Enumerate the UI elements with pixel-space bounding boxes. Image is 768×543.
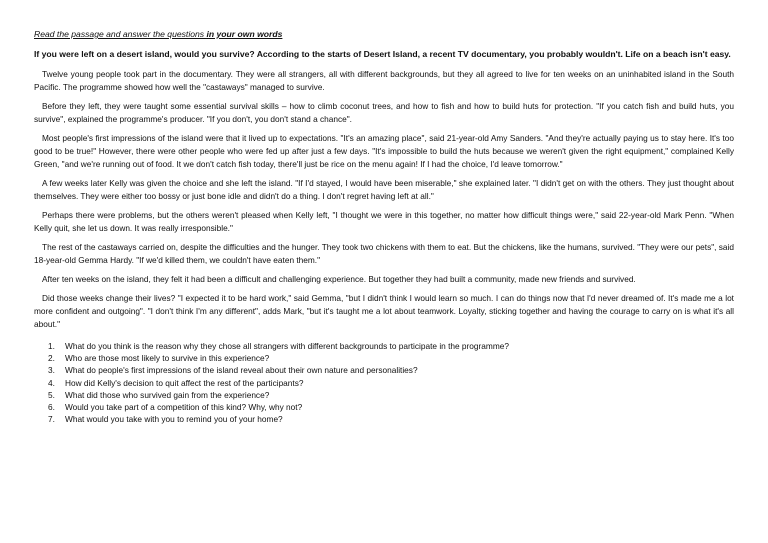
question-text: Would you take part of a competition of this kind? Why, why not? (65, 402, 303, 413)
question-list (34, 340, 734, 425)
question-number: 2. (48, 353, 55, 364)
question-item (48, 389, 734, 401)
question-text: How did Kelly's decision to quit affect the rest of the participants? (65, 377, 304, 388)
passage-paragraph: Before they left, they were taught some essential survival skills – how to climb coconut trees, and how to fish and how to build huts for protection. "If you catch fish and build huts, you survive", explained the programme's producer. "If you don't, you don't stand a chance". (34, 101, 734, 124)
question-item (48, 364, 734, 376)
instruction-emphasis: in your own words (206, 29, 283, 39)
passage-paragraph: A few weeks later Kelly was given the choice and she left the island. "If I'd stayed, I would have been miserable," she explained later. "I didn't get on with the others. They just thought about themselves. They were either too bossy or just bone idle and didn't do a thing. I don't regret having left at all." (34, 178, 734, 201)
question-number: 1. (48, 341, 55, 351)
question-number: 3. (48, 365, 55, 376)
question-number: 7. (48, 414, 55, 425)
question-number: 5. (48, 389, 55, 400)
question-number: 4. (48, 377, 55, 388)
question-text: Who are those most likely to survive in this experience? (65, 353, 270, 364)
passage-paragraph: The rest of the castaways carried on, despite the difficulties and the hunger. They took two chickens with them to eat. But the chickens, like the humans, survived. "They were our pets", said 18-year-old Gemma Hardy. "If we'd killed them, we couldn't have eaten them." (34, 242, 734, 265)
passage-paragraph: Did those weeks change their lives? "I expected it to be hard work," said Gemma, "but I didn't think I would learn so much. I can do things now that I'd never dreamed of. It's made me a lot more confident and outgoing". "I don't think I'm any different", adds Mark, "but it's taught me a lot about teamwork. Loyalty, sticking together and having the courage to carry on is what it's all about." (34, 293, 734, 329)
instruction-text: Read the passage and answer the questions (34, 29, 207, 39)
question-text: What would you take with you to remind you of your home? (65, 414, 283, 425)
question-item (48, 340, 734, 352)
question-item (48, 401, 734, 413)
question-item (48, 377, 734, 389)
question-text: What do you think is the reason why they chose all strangers with different backgrounds to participate in the programme? (65, 341, 509, 351)
instruction-line (34, 28, 734, 40)
passage-paragraph: After ten weeks on the island, they felt it had been a difficult and challenging experience. But together they had built a community, made new friends and survived. (42, 274, 636, 284)
question-text: What did those who survived gain from the experience? (65, 389, 270, 400)
passage-paragraph: Twelve young people took part in the documentary. They were all strangers, all with different backgrounds, but they all agreed to live for ten weeks on an uninhabited island in the South Pacific. The programme showed how well the "castaways" managed to survive. (34, 69, 734, 92)
passage-paragraph: Perhaps there were problems, but the others weren't pleased when Kelly left, "I thought we were in this together, no matter how difficult things were," said 22-year-old Mark Penn. "When Kelly quit, she let us down. It was really irresponsible." (34, 210, 734, 233)
question-number: 6. (48, 402, 55, 413)
question-text: What do people's first impressions of the island reveal about their own nature and personalities? (65, 365, 418, 376)
passage-paragraph: Most people's first impressions of the island were that it lived up to expectations. "It's an amazing place", said 21-year-old Amy Sanders. "And they're actually paying us to stay here. It's too good to be true!" However, there were other people who were fed up after just a few days. "It's impossible to build the huts because we weren't given the right equipment," complained Kelly Green, "and we're running out of food. It we don't catch fish today, there'll just be rice on the menu again! If I had the choice, I'd leave tomorrow." (34, 133, 734, 169)
lead-paragraph: If you were left on a desert island, would you survive? According to the starts of Desert Island, a recent TV documentary, you probably wouldn't. Life on a beach isn't easy. (34, 49, 731, 59)
question-item (48, 413, 734, 425)
question-item (48, 352, 734, 364)
